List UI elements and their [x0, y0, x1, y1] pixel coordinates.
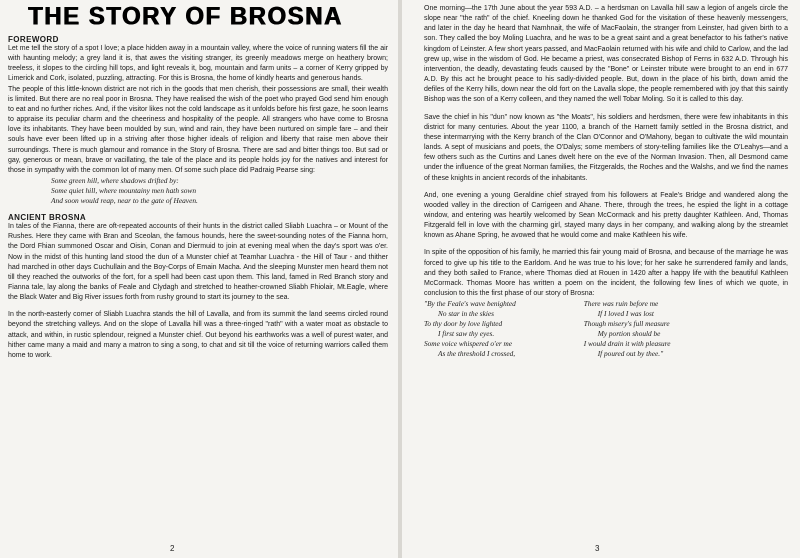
verse-line: If I loved I was lost: [597, 309, 654, 319]
verse-line: And soon would reap, near to the gate of Heaven.: [51, 196, 198, 206]
verse-line: "By the Feale's wave benighted: [424, 299, 516, 309]
geraldine-paragraph: And, one evening a young Geraldine chief strayed from his followers at Feale's Bridge and wandered along the wooded valley in the direction of Carrigeen and Ahane. There, through the trees, he espied the light in a cottage window, and entering was heartily welcomed by Sean McCormack and his pretty daughter Kathleen. And, Thomas Fitzgerald fell in love with the charming girl, stayed many days in her company, and walking along by the streamlet known as Ahane Spring, he avowed that he would come and make Kathleen his wife.: [424, 191, 788, 240]
verse-line: As the threshold I crossed,: [438, 349, 516, 359]
foreword-paragraph-1: Let me tell the story of a spot I love; a place hidden away in a mountain valley, where the voice of running waters fill the air with haunting melody; a grey land it is, that awes the visiting stranger, its greenly meadows merge on heathery brown; treeless, it slopes to the circling hill tops, and light reveals it, bog, mountain and farm units – a corner of Kerry gripped by Limerick and Cork, isolated, puzzling, attracting. For this is Brosna, the home of kindly hearts and generous hands.: [8, 45, 388, 83]
foreword-heading: FOREWORD: [8, 35, 59, 44]
ancient-brosna-heading: ANCIENT BROSNA: [8, 213, 87, 223]
page-title: THE STORY OF BROSNA: [28, 2, 343, 31]
verse-line: Some quiet hill, where mountainy men hath sown: [51, 186, 197, 196]
verse-line: There was ruin before me: [583, 299, 659, 309]
settlers-paragraph: Save the chief in his "dun" now known as "the Moats", his soldiers and herdsmen, there were few inhabitants in this district for many centuries. About the year 1100, a branch of the Harnett family settled in the Brosna district, and these intermarrying with the Kerry branch of the Clan O'Connor and O'Mahony, began to cultivate the wild mountain lands. A sept of musicians and poets, the O'Dalys; some members of story-telling families like the O'Leahys—and a few others such as the Curtins and Lanes dwelt here on the eve of the Norman Invasion. Then, all Desmond came under the influence of the great Norman families, the Fitzgeralds, the Roches and the Walshs, and we find the names of these knights in ancient records of the inhabitants.: [424, 113, 788, 182]
ancient-paragraph-2: In the north-easterly corner of Sliabh Luachra stands the hill of Lavalla, and from its summit the land seems circled round beyond the stretching valleys. And on the slope of Lavalla hill was a three-ringed "rath" with a water moat as obstacle to attack, and within, in rustic splendour, reigned a Munster chief. Out beyond his earthworks was a well of purest water, and hither came many a maid and many a matron to sing a song, to chat and sit till the voice of returning warriors called them home to work.: [8, 311, 388, 359]
page-number-right: 3: [595, 544, 600, 553]
verse-line: I would drain it with pleasure: [583, 339, 671, 349]
verse-line: Some voice whispered o'er me: [424, 339, 513, 349]
ancient-paragraph-1: In tales of the Fianna, there are oft-repeated accounts of their hunts in the district called Sliabh Luachra – or Mount of the Rushes. Here they came with Bran and Sceolan, the famous hounds, here the sweet-sounding notes of the Fianna horn, the Dord Fhian summoned Oscar and Oisin, Conan and Diermuid to join at evening meal when the day's sport was o'er. Now in the midst of this hunting land stood the dun of a Munster chief at Teamhar Luachra - the Hill of Taur - and thither had marched in other days Cuchullain and the Boy-Corps of Emain Macha. And the sleeping Munster men heard them not till they reached the outworks of the fort, for a spell had been cast upon them. This land, famed in Red Branch story and Fianna tale, lay along the banks of Feale and Clydagh and stretched to heather-crowned Sliabh Fhiolair, Mt.Eagle, where the Black Water and Big River issues forth from rushy ground to start its journey to the sea.: [8, 223, 388, 302]
verse-line: If poured out by thee.": [597, 349, 664, 359]
saint-moling-paragraph: One morning—the 17th June about the year 593 A.D. – a herdsman on Lavalla hill saw a legion of angels circle the slope near "the rath" of the chief. Kneeling down he thanked God for the visitation of these heavenly messengers, and later in the day he heard that Namhnait, the wife of MacFaolain, the stranger from Leinster, had given birth to a son. They called the boy Moling Luachra, and he was to be a great saint and a great benefactor to his father's native kingdom of Leinster. A few short years passed, and MacFaolain returned with his wife and child to Carlow, and the lad grew up, wise in the wisdom of God. He became a priest, was consecrated Bishop of Ferns in 632 A.D. Through his intervention, the deadly, devastating feuds caused by the "Bone" or Leinster tribute were brought to an end in 677 A.D. By this act he brought peace to his sadly-divided people. But, down in the place of his birth, down amid the defiles of the Kerry hills, down near the old fort on the Lavalla slope, the people remembered with joy that this saintly Bishop was the son of a Kerry colleen, and they named the well Tobar Moling. So it is called to this day.: [424, 5, 788, 104]
verse-line: To thy door by love lighted: [424, 319, 503, 329]
verse-column-left: [424, 299, 516, 359]
left-page: [0, 0, 398, 558]
moore-verse: [424, 299, 788, 359]
verse-line: No star in the skies: [438, 309, 494, 319]
verse-line: I first saw thy eyes.: [438, 329, 495, 339]
verse-column-right: [584, 299, 671, 359]
page-number-left: 2: [170, 544, 175, 553]
marriage-paragraph: In spite of the opposition of his family, he married this fair young maid of Brosna, and because of the marriage he was forced to give up his title to the Earldom. And he was true to his love; for her sake he surrendered family and lands, and they both sailed to France, where Thomas died at Rouen in 1420 after a happy life with the beautiful Kathleen McCormack. Thomas Moore has written a poem on the incident, the following few lines of which we quote, in conclusion to this the first phase of our story of Brosna:: [424, 249, 788, 298]
verse-line: Some green hill, where shadows drifted by:: [51, 176, 179, 186]
foreword-paragraph-2: The people of this little-known district are not rich in the goods that men cherish, their possessions are small, their wealth is limited. But there are no real poor in Brosna. They have realised the wish of the poet who prayed God send him enough to eat and no further riches. And, if the visitor likes not the cold landscape as it unfolds before his first gaze, he soon learns to appraise its peculiar charm and the cheeriness and hospitality of the people. All strangers who have come to Brosna love its inhabitants. They have been moulded by sun, wind and rain, they have been nurtured on simple fare – and their souls have ever been lifted up in a striving after those higher ideals of religion and liberty that raise men above their surroundings. There is much glamour and romance in the Story of Brosna. There are sad and bitter things too. But sad or gay, generous or mean, brave or vacillating, the tale of the place and its people holds joy for the natives and interest for those in sympathy with the common lot of many men. Of some such place did Padraig Pearse sing:: [8, 85, 388, 174]
pearse-verse: [8, 176, 388, 206]
right-page: [402, 0, 800, 558]
verse-line: My portion should be: [597, 329, 661, 339]
verse-line: Though misery's full measure: [583, 319, 670, 329]
